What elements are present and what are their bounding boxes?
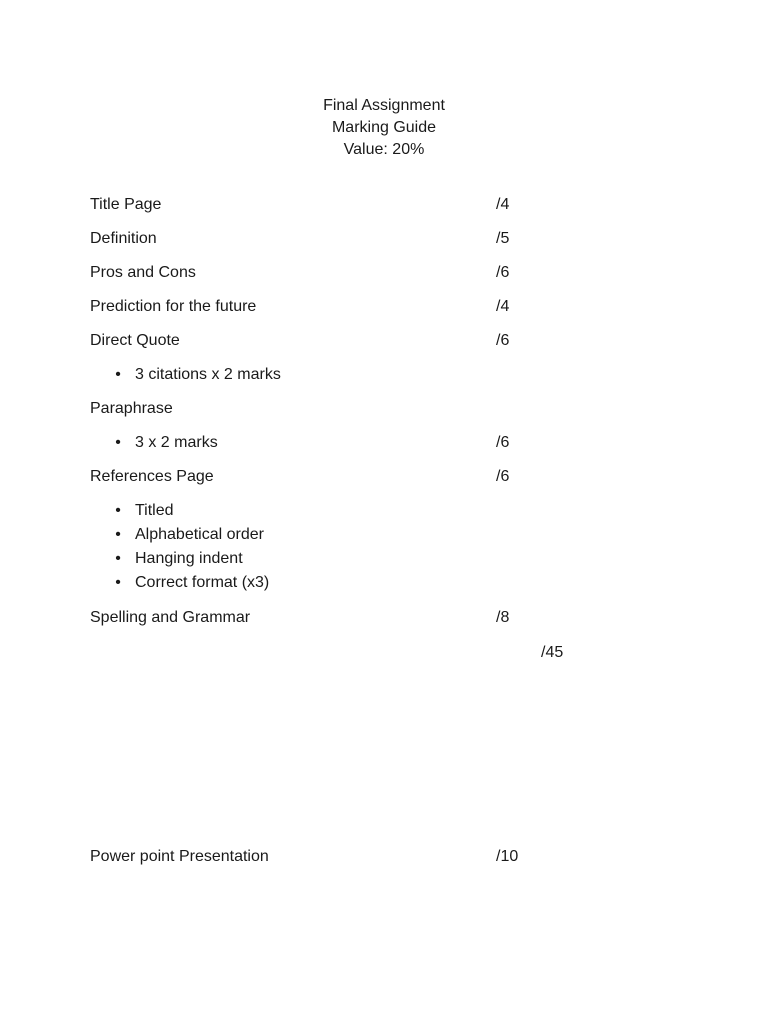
marking-row-paraphrase xyxy=(90,398,590,420)
bullet-icon: • xyxy=(115,574,121,591)
criterion-label: Paraphrase xyxy=(90,400,173,417)
marking-row-title-page xyxy=(90,194,590,216)
marking-row-definition xyxy=(90,228,590,250)
marking-row-pros-and-cons xyxy=(90,262,590,284)
bullet-icon: • xyxy=(115,502,121,519)
criterion-label: Direct Quote xyxy=(90,332,180,349)
bullet-icon: • xyxy=(115,366,121,383)
criterion-score: /6 xyxy=(496,468,510,485)
marking-row-powerpoint xyxy=(90,846,590,868)
bullet-text: Hanging indent xyxy=(135,550,243,567)
marking-row-direct-quote xyxy=(90,330,590,352)
bullet-text: 3 x 2 marks xyxy=(135,434,218,451)
total-score: /45 xyxy=(541,644,564,661)
marking-row-prediction xyxy=(90,296,590,318)
marking-row-references-page xyxy=(90,466,590,488)
assignment-value: Value: 20% xyxy=(343,141,425,158)
criterion-label: References Page xyxy=(90,468,214,485)
document-subtitle: Marking Guide xyxy=(331,119,437,136)
criterion-label: Pros and Cons xyxy=(90,264,196,281)
document-header xyxy=(0,95,768,161)
bullet-text: Correct format (x3) xyxy=(135,574,270,591)
bullet-icon: • xyxy=(115,550,121,567)
bullet-score: /6 xyxy=(496,434,510,451)
criterion-score: /4 xyxy=(496,196,510,213)
criterion-label: Power point Presentation xyxy=(90,848,269,865)
criterion-label: Definition xyxy=(90,230,157,247)
criterion-label: Title Page xyxy=(90,196,162,213)
bullet-text: 3 citations x 2 marks xyxy=(135,366,281,383)
bullet-icon: • xyxy=(115,434,121,451)
criterion-label: Prediction for the future xyxy=(90,298,257,315)
criterion-score: /6 xyxy=(496,264,510,281)
criterion-score: /10 xyxy=(496,848,519,865)
criterion-label: Spelling and Grammar xyxy=(90,609,251,626)
marking-row-spelling-grammar xyxy=(90,607,590,629)
criterion-score: /6 xyxy=(496,332,510,349)
bullet-text: Titled xyxy=(135,502,174,519)
criterion-score: /8 xyxy=(496,609,510,626)
bullet-icon: • xyxy=(115,526,121,543)
document-title: Final Assignment xyxy=(323,97,445,114)
bullet-text: Alphabetical order xyxy=(135,526,264,543)
criterion-score: /4 xyxy=(496,298,510,315)
criterion-score: /5 xyxy=(496,230,510,247)
